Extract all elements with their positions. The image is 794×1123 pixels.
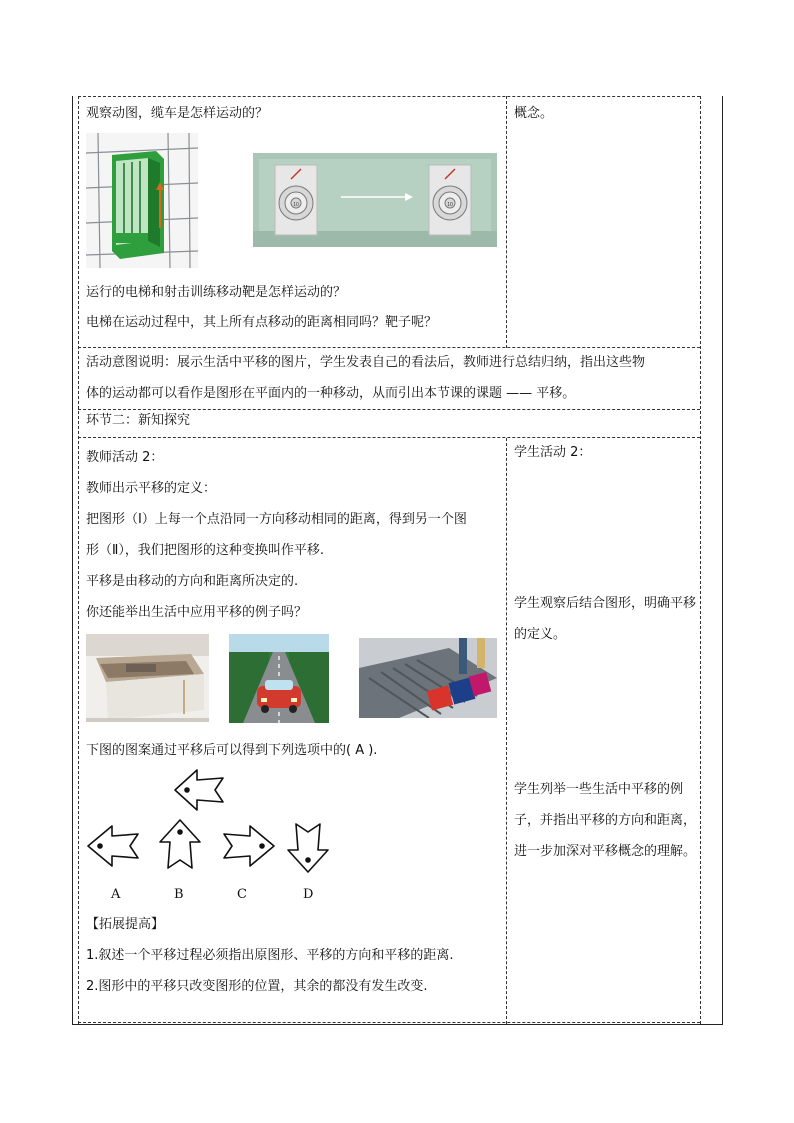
right-border [722, 96, 723, 1024]
translation-exercise-figure [80, 762, 340, 876]
elevator-image [86, 133, 198, 268]
row-line [78, 347, 700, 348]
definition-line-3: 平移是由移动的方向和距离所决定的. [86, 574, 299, 589]
definition-intro: 教师出示平移的定义： [86, 481, 217, 496]
definition-line-2: 形（Ⅱ），我们把图形的这种变换叫作平移. [86, 543, 325, 558]
svg-text:10: 10 [447, 202, 453, 208]
baggage-conveyor-photo [359, 638, 497, 718]
option-c-shape [224, 826, 274, 866]
intent-line-2: 体的运动都可以看作是图形在平面内的一种移动，从而引出本节课的课题 —— 平移。 [86, 386, 576, 401]
moving-target-image [253, 153, 497, 247]
student-examples-text: 学生列举一些生活中平移的例子，并指出平移的方向和距离，进一步加深对平移概念的理解。 [514, 782, 697, 859]
option-label-d: D [303, 887, 314, 902]
student-observe-text: 学生观察后结合图形，明确平移的定义。 [514, 596, 697, 642]
inner-right-line [700, 96, 701, 1024]
concept-text: 概念。 [514, 106, 554, 121]
row-line [78, 409, 700, 410]
option-label-b: B [174, 887, 184, 902]
car-road-photo [229, 634, 329, 723]
target-left [275, 165, 317, 235]
extend-point-1: 1.叙述一个平移过程必须指出原图形、平移的方向和平移的距离. [86, 948, 454, 963]
left-border [72, 96, 73, 1024]
row-line [78, 437, 700, 438]
question-distance: 电梯在运动过程中，其上所有点移动的距离相同吗？靶子呢？ [86, 315, 438, 330]
exercise-question: 下图的图案通过平移后可以得到下列选项中的( A ). [86, 743, 378, 758]
target-right [429, 165, 471, 235]
observe-question: 观察动图，缆车是怎样运动的？ [86, 106, 269, 121]
option-d-shape [288, 824, 328, 872]
extend-point-2: 2.图形中的平移只改变图形的位置，其余的都没有发生改变. [86, 979, 428, 994]
intent-line-1: 活动意图说明：展示生活中平移的图片，学生发表自己的看法后，教师进行总结归纳，指出这些物 [86, 355, 646, 370]
option-b-shape [160, 820, 200, 868]
original-shape [175, 770, 223, 810]
svg-text:10: 10 [293, 202, 299, 208]
example-question: 你还能举出生活中应用平移的例子吗？ [86, 605, 308, 620]
option-label-c: C [237, 887, 247, 902]
row-line [78, 96, 700, 97]
option-a-shape [88, 826, 138, 866]
bottom-border [72, 1024, 723, 1025]
inner-left-line [78, 96, 79, 1024]
definition-line-1: 把图形（Ⅰ）上每一个点沿同一方向移动相同的距离，得到另一个图 [86, 512, 467, 527]
extend-title: 【拓展提高】 [86, 917, 165, 932]
stage-title: 环节二：新知探究 [86, 413, 191, 428]
col-divider-top [506, 96, 507, 348]
option-label-a: A [111, 887, 121, 902]
question-elevator-target: 运行的电梯和射击训练移动靶是怎样运动的？ [86, 285, 347, 300]
col-divider-bottom [506, 438, 507, 1024]
teacher-activity-title: 教师活动 2： [86, 450, 164, 465]
drawer-photo [86, 634, 209, 722]
row-line [78, 1022, 700, 1023]
student-activity-title: 学生活动 2： [514, 445, 592, 460]
